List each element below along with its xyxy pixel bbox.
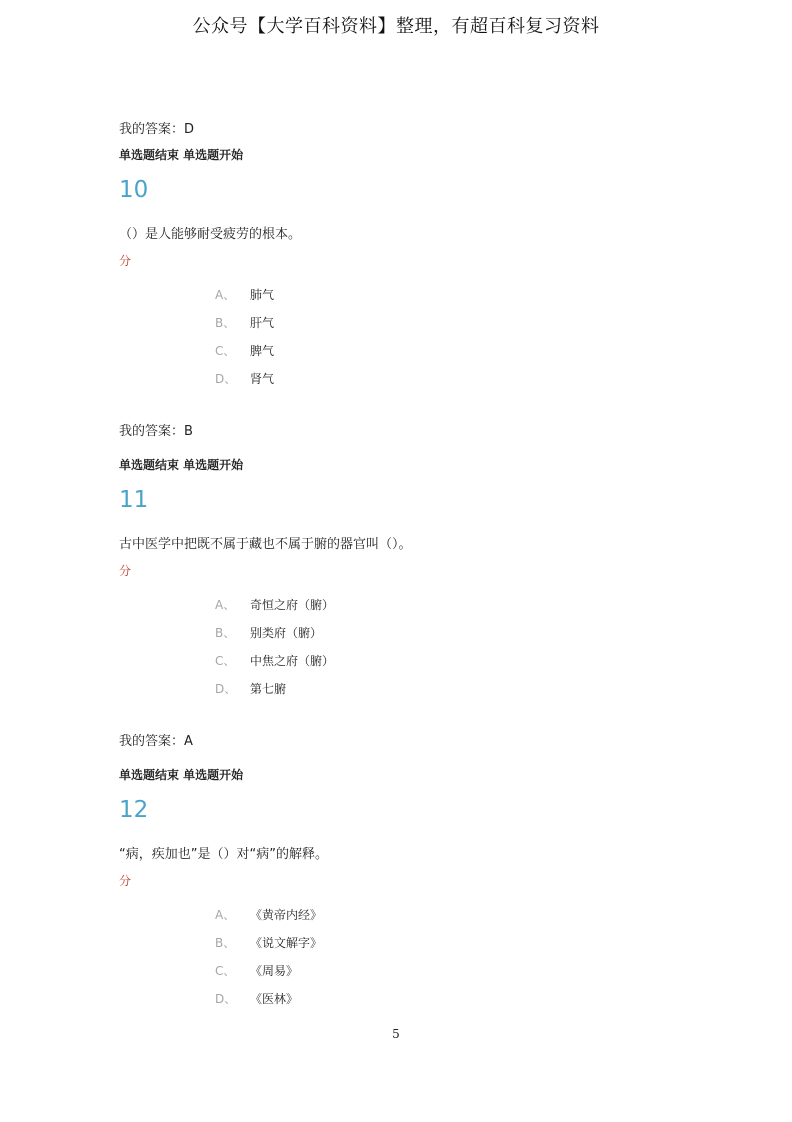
option-letter: B、: [215, 936, 236, 950]
question-number: 10: [119, 177, 149, 203]
option-list: [119, 901, 719, 1013]
option-text: 第七腑: [250, 682, 287, 696]
question-text: 古中医学中把既不属于藏也不属于腑的器官叫（）。: [119, 537, 412, 552]
section-marker: 单选题结束 单选题开始: [119, 768, 244, 782]
option-letter: B、: [215, 316, 236, 330]
previous-answer: 我的答案：D: [119, 122, 195, 137]
option-c[interactable]: [215, 957, 719, 985]
option-letter: B、: [215, 626, 236, 640]
option-list: [119, 281, 719, 393]
option-c[interactable]: [215, 647, 719, 675]
option-text: 《周易》: [250, 964, 299, 978]
my-answer: 我的答案：B: [119, 424, 193, 439]
option-d[interactable]: [215, 675, 719, 703]
section-marker: 单选题结束 单选题开始: [119, 458, 244, 472]
question-block: [119, 456, 719, 751]
question-number: 11: [119, 487, 149, 513]
page-header: 公众号【大学百科资料】整理，有超百科复习资料: [192, 16, 600, 37]
option-letter: D、: [215, 372, 237, 386]
option-letter: A、: [215, 288, 236, 302]
option-letter: D、: [215, 682, 237, 696]
option-letter: C、: [215, 654, 236, 668]
option-text: 《说文解字》: [250, 936, 323, 950]
score-label: 分: [119, 254, 132, 268]
option-a[interactable]: [215, 591, 719, 619]
my-answer: 我的答案：A: [119, 734, 193, 749]
score-label: 分: [119, 874, 132, 888]
question-text: “病，疾加也”是（）对“病”的解释。: [119, 847, 328, 862]
option-a[interactable]: [215, 901, 719, 929]
question-block: [119, 766, 719, 1013]
option-text: 脾气: [250, 344, 275, 358]
question-text: （）是人能够耐受疲劳的根本。: [119, 227, 302, 242]
option-d[interactable]: [215, 365, 719, 393]
option-b[interactable]: [215, 309, 719, 337]
option-text: 别类府（腑）: [250, 626, 323, 640]
score-label: 分: [119, 564, 132, 578]
page-number: 5: [392, 1027, 400, 1041]
option-text: 奇恒之府（腑）: [250, 598, 335, 612]
option-text: 《医林》: [250, 992, 299, 1006]
option-a[interactable]: [215, 281, 719, 309]
option-b[interactable]: [215, 619, 719, 647]
option-list: [119, 591, 719, 703]
option-letter: C、: [215, 344, 236, 358]
option-text: 肾气: [250, 372, 275, 386]
question-block: [119, 146, 719, 441]
option-letter: C、: [215, 964, 236, 978]
option-text: 《黄帝内经》: [250, 908, 323, 922]
option-letter: D、: [215, 992, 237, 1006]
option-letter: A、: [215, 908, 236, 922]
section-marker: 单选题结束 单选题开始: [119, 148, 244, 162]
option-d[interactable]: [215, 985, 719, 1013]
question-number: 12: [119, 797, 149, 823]
option-text: 肝气: [250, 316, 275, 330]
option-b[interactable]: [215, 929, 719, 957]
option-text: 中焦之府（腑）: [250, 654, 335, 668]
option-letter: A、: [215, 598, 236, 612]
option-text: 肺气: [250, 288, 275, 302]
option-c[interactable]: [215, 337, 719, 365]
